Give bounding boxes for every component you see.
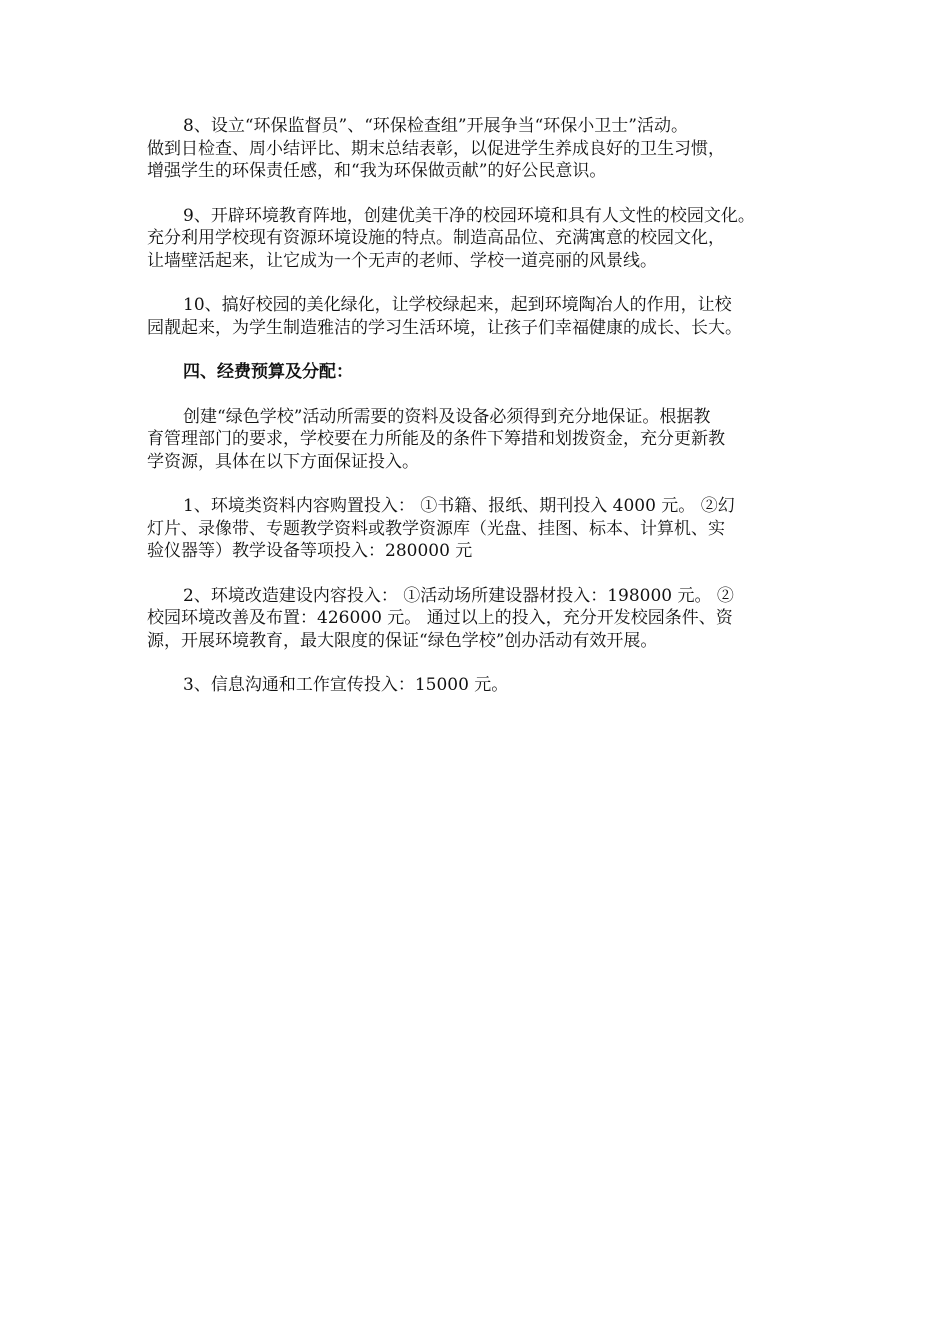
budget-item-2 (147, 585, 820, 653)
text-line: 源，开展环境教育，最大限度的保证“绿色学校”创办活动有效开展。 (147, 630, 658, 651)
paragraph-spacer (147, 473, 820, 495)
text-line: 园靓起来，为学生制造雅洁的学习生活环境，让孩子们幸福健康的成长、长大。 (147, 317, 742, 338)
text-line: 8、设立“环保监督员”、“环保检查组”开展争当“环保小卫士”活动。 (183, 116, 688, 136)
text-line: 创建“绿色学校”活动所需要的资料及设备必须得到充分地保证。根据教 (183, 406, 711, 427)
text-line: 2、环境改造建设内容投入： ①活动场所建设器材投入：198000 元。 ② (183, 585, 734, 606)
paragraph-spacer (147, 563, 820, 585)
budget-item-3 (147, 674, 820, 697)
paragraph-spacer (147, 339, 820, 361)
text-line: 增强学生的环保责任感，和“我为环保做贡献”的好公民意识。 (147, 161, 607, 181)
text-line: 灯片、录像带、专题教学资料或教学资源库（光盘、挂图、标本、计算机、实 (147, 518, 725, 539)
section-heading: 四、经费预算及分配： (183, 362, 353, 382)
budget-intro-paragraph (147, 406, 820, 474)
paragraph-item-8 (147, 115, 820, 183)
text-line: 验仪器等）教学设备等项投入：280000 元 (147, 541, 473, 561)
text-line: 9、开辟环境教育阵地，创建优美干净的校园环境和具有人文性的校园文化。 (183, 205, 755, 226)
text-line: 10、搞好校园的美化绿化，让学校绿起来，起到环境陶冶人的作用，让校 (183, 295, 732, 315)
paragraph-spacer (147, 652, 820, 674)
paragraph-spacer (147, 384, 820, 406)
document-page (147, 115, 820, 697)
text-line: 充分利用学校现有资源环境设施的特点。制造高品位、充满寓意的校园文化， (147, 228, 725, 248)
text-line: 3、信息沟通和工作宣传投入：15000 元。 (183, 675, 509, 695)
paragraph-spacer (147, 272, 820, 294)
text-line: 校园环境改善及布置：426000 元。 通过以上的投入，充分开发校园条件、资 (147, 608, 733, 628)
text-line: 做到日检查、周小结评比、期末总结表彰，以促进学生养成良好的卫生习惯， (147, 138, 725, 159)
paragraph-spacer (147, 183, 820, 205)
paragraph-item-9 (147, 205, 820, 273)
paragraph-item-10 (147, 294, 820, 339)
text-line: 1、环境类资料内容购置投入： ①书籍、报纸、期刊投入 4000 元。 ②幻 (183, 496, 735, 516)
text-line: 学资源，具体在以下方面保证投入。 (147, 451, 419, 472)
budget-item-1 (147, 495, 820, 563)
text-line: 育管理部门的要求，学校要在力所能及的条件下筹措和划拨资金，充分更新教 (147, 429, 725, 449)
text-line: 让墙壁活起来，让它成为一个无声的老师、学校一道亮丽的风景线。 (147, 250, 657, 271)
